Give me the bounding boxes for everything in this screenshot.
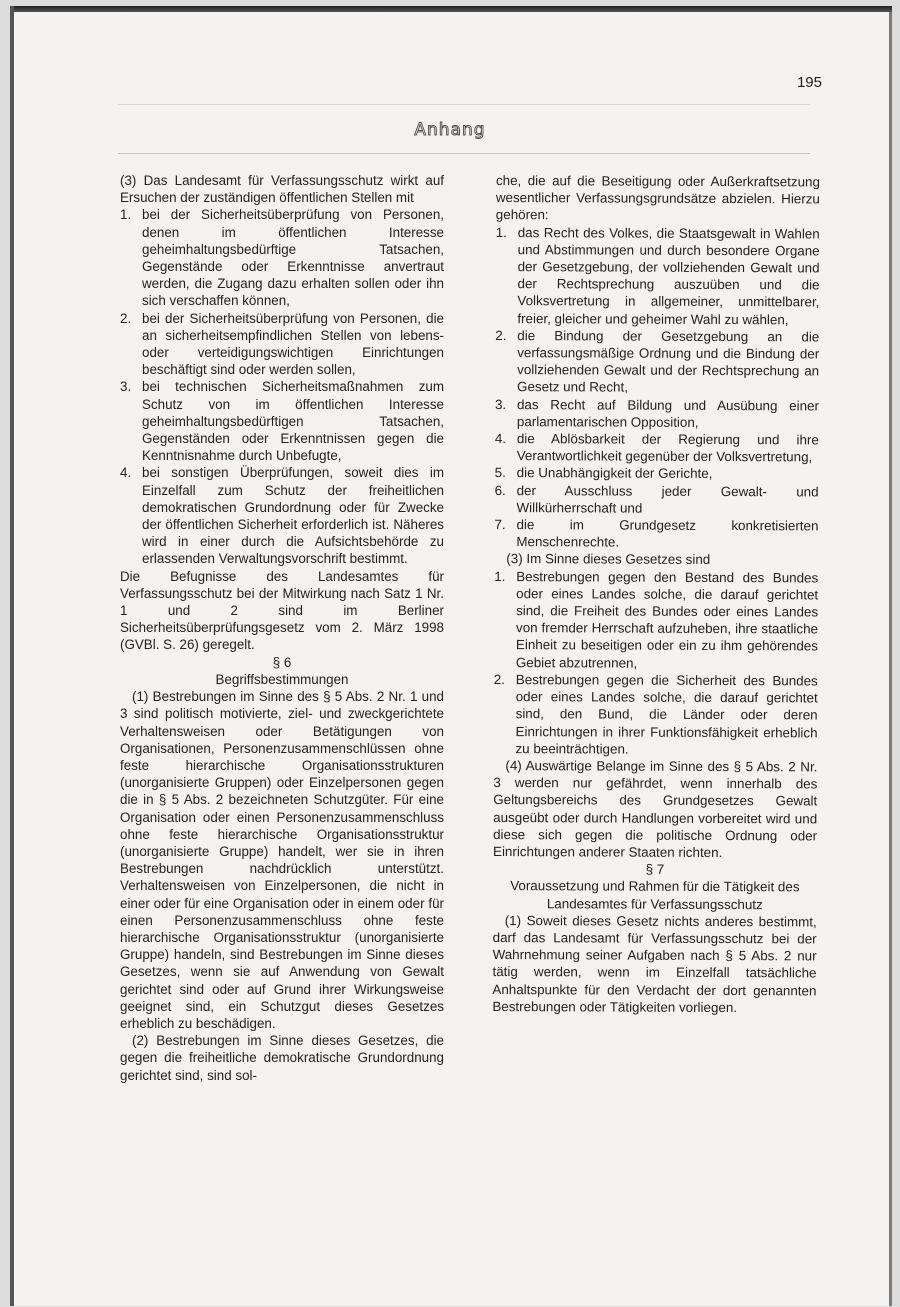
list-item-text: die Ablösbarkeit der Regierung und ihre Verantwortlichkeit gegenüber der Volksvertretung, <box>516 431 819 465</box>
list-item-number: 2. <box>495 327 507 343</box>
list-item-number: 1. <box>494 568 506 584</box>
right-column <box>492 172 820 1016</box>
list-item-number: 4. <box>120 465 132 481</box>
list-item-number: 2. <box>493 671 505 687</box>
list-item-text: der Ausschluss jeder Gewalt- und Willkürherrschaft und <box>516 482 819 516</box>
list-item-text: bei der Sicherheitsüberprüfung von Personen, die an sicherheitsempfindlichen Stellen von lebens- oder verteidigungswichtigen Einrichtungen beschäftigt sind oder werden sollen, <box>142 310 444 378</box>
list-item-text: das Recht des Volkes, die Staatsgewalt in Wahlen und Abstimmungen und durch besondere Organe der Gesetzgebung, der vollziehenden Gewalt und der Rechtsprechung auszuüben und die Volksvertretung in allgemeiner, unmittelbarer, freier, gleicher und geheimer Wahl zu wählen, <box>517 224 820 327</box>
list-item <box>494 482 818 518</box>
section-6-number: § 6 <box>272 654 292 670</box>
scan-top-edge <box>14 6 892 12</box>
page-number: 195 <box>796 74 822 91</box>
list-item-number: 1. <box>120 207 132 223</box>
section-6-paragraph-2-continued: che, die auf die Beseitigung oder Außerkraftsetzung wesentlicher Verfassungsgrundsätze abzielen. Hierzu gehören: <box>495 172 820 223</box>
section-7-title: Voraussetzung und Rahmen für die Tätigkeit des Landesamtes für Verfassungsschutz <box>510 878 800 912</box>
section-6-paragraph-2-start: (2) Bestrebungen im Sinne dieses Gesetzes, die gegen die freiheitliche demokratische Grundordnung gerichtet sind, sind sol- <box>120 1033 444 1083</box>
list-item-text: die Unabhängigkeit der Gerichte, <box>516 465 713 482</box>
section-6-paragraph-1: (1) Bestrebungen im Sinne des § 5 Abs. 2 Nr. 1 und 3 sind politisch motivierte, ziel- und zweckgerichtete Verhaltensweisen oder Betätigungen von Organisationen, Personenzusammenschlüssen ohne feste hierarchische Organisationsstrukturen (unorganisierte Gruppen) oder Einzelpersonen gegen die in § 5 Abs. 2 bezeichneten Schutzgüter. Für eine Organisation oder einen Personenzusammenschluss ohne feste hierarchische Organisationsstruktur (unorganisierte Gruppe) handelt, wer sie in ihren Bestrebungen nachdrücklich unterstützt. Verhaltensweisen von Einzelpersonen, die nicht in einer oder für eine Organisation oder in einem oder für einen Personenzusammenschluss ohne feste hierarchische Organisationsstruktur (unorganisierte Gruppe) handeln, sind Bestrebungen im Sinne dieses Gesetzes, wenn sie auf Anwendung von Gewalt gerichtet sind oder auf Grund ihrer Wirkungsweise geeignet sind, ein Schutzgut dieses Gesetzes erheblich zu beschädigen. <box>120 689 444 1031</box>
binding-edge <box>10 6 14 1306</box>
list-item-number: 3. <box>494 396 507 412</box>
list-item-number: 6. <box>494 482 506 498</box>
list-item <box>494 568 818 673</box>
list-item-number: 7. <box>494 517 506 533</box>
list-item <box>120 310 444 379</box>
paragraph-5-3-list <box>120 206 444 567</box>
list-item <box>495 396 819 432</box>
list-item-text: die Bindung der Gesetzgebung an die verfassungsmäßige Ordnung und die Bindung der vollziehenden Gewalt und der Rechtsprechung an Gesetz und Recht, <box>517 327 820 396</box>
paragraph-5-3-intro: (3) Das Landesamt für Verfassungsschutz wirkt auf Ersuchen der zuständigen öffentlichen Stellen mit <box>120 173 444 206</box>
list-item <box>120 206 444 309</box>
list-item <box>120 464 444 567</box>
section-6-paragraph-3-intro: (3) Im Sinne dieses Gesetzes sind <box>506 551 711 568</box>
list-item <box>495 464 819 483</box>
list-item-number: 4. <box>494 431 507 447</box>
list-item <box>495 430 819 466</box>
section-7-number: § 7 <box>645 861 665 877</box>
list-item-text: die im Grundgesetz konkretisierten Menschenrechte. <box>516 517 819 550</box>
section-6-paragraph-3-list <box>493 568 818 759</box>
list-item <box>495 327 819 397</box>
paragraph-5-3-closing: Die Befugnisse des Landesamtes für Verfassungsschutz bei der Mitwirkung nach Satz 1 Nr. 1 und 2 sind im Berliner Sicherheitsüberprüfungsgesetz vom 2. März 1998 (GVBl. S. 26) geregelt. <box>120 568 444 653</box>
list-item-text: Bestrebungen gegen die Sicherheit des Bundes oder eines Landes solche, die darauf gerichtet sind, den Bund, die Länder oder deren Einrichtungen in ihrer Funktionsfähigkeit erheblich zu beeinträchtigen. <box>515 671 818 757</box>
list-item <box>120 378 444 464</box>
list-item-text: bei technischen Sicherheitsmaßnahmen zum Schutz von im öffentlichen Interesse geheimhaltungsbedürftigen Tatsachen, Gegenständen oder Erkenntnissen gegen die Kenntnisnahme durch Unbefugte, <box>142 379 444 464</box>
section-7-paragraph-1: (1) Soweit dieses Gesetz nichts anderes bestimmt, darf das Landesamt für Verfassungsschutz bei der Wahrnehmung seiner Aufgaben nach § 5 Abs. 2 nur tätig werden, wenn im Einzelfall tatsächliche Anhaltspunkte für den Verdacht der dort genannten Bestrebungen oder Tätigkeiten vorliegen. <box>492 912 817 1015</box>
list-item-text: Bestrebungen gegen den Bestand des Bundes oder eines Landes solche, die darauf gerichtet sind, die Freiheit des Bundes oder eines Landes von fremder Herrschaft aufzuheben, ihre staatliche Einheit zu beseitigen oder ein zu ihm gehörendes Gebiet abzutrennen, <box>515 568 819 671</box>
list-item-number: 5. <box>494 465 506 481</box>
list-item-number: 2. <box>120 310 132 326</box>
header-rule <box>118 104 810 105</box>
running-head: Anhang <box>414 120 486 140</box>
running-head-rule <box>118 153 810 154</box>
list-item-text: bei der Sicherheitsüberprüfung von Personen, denen im öffentlichen Interesse geheimhaltungsbedürftige Tatsachen, Gegenstände oder Erkenntnisse anvertraut werden, die Zugang dazu erhalten sollen oder ihn sich verschaffen können, <box>142 207 444 309</box>
list-item-text: das Recht auf Bildung und Ausübung einer parlamentarischen Opposition, <box>516 396 820 430</box>
section-6-title: Begriffsbestimmungen <box>215 671 349 687</box>
left-column <box>120 172 444 1084</box>
section-6-paragraph-2-list <box>494 224 819 552</box>
list-item-text: bei sonstigen Überprüfungen, soweit dies im Einzelfall zum Schutz der freiheitlichen demokratischen Grundordnung oder für Zwecke der öffentlichen Sicherheit erforderlich ist. Näheres wird in einer durch die Aufsichtsbehörde zu erlassenden Verwaltungsvorschrift bestimmt. <box>142 465 444 567</box>
list-item <box>493 671 817 758</box>
list-item <box>494 516 818 552</box>
list-item-number: 3. <box>120 379 132 395</box>
list-item <box>495 224 819 329</box>
list-item-number: 1. <box>495 224 507 240</box>
section-6-paragraph-4: (4) Auswärtige Belange im Sinne des § 5 Abs. 2 Nr. 3 werden nur gefährdet, wenn innerhalb des Geltungsbereichs des Grundgesetzes Gewalt ausgeübt oder durch Handlungen vorbereitet wird und diese sich gegen die politische Ordnung oder Einrichtungen anderer Staaten richten. <box>493 757 818 860</box>
